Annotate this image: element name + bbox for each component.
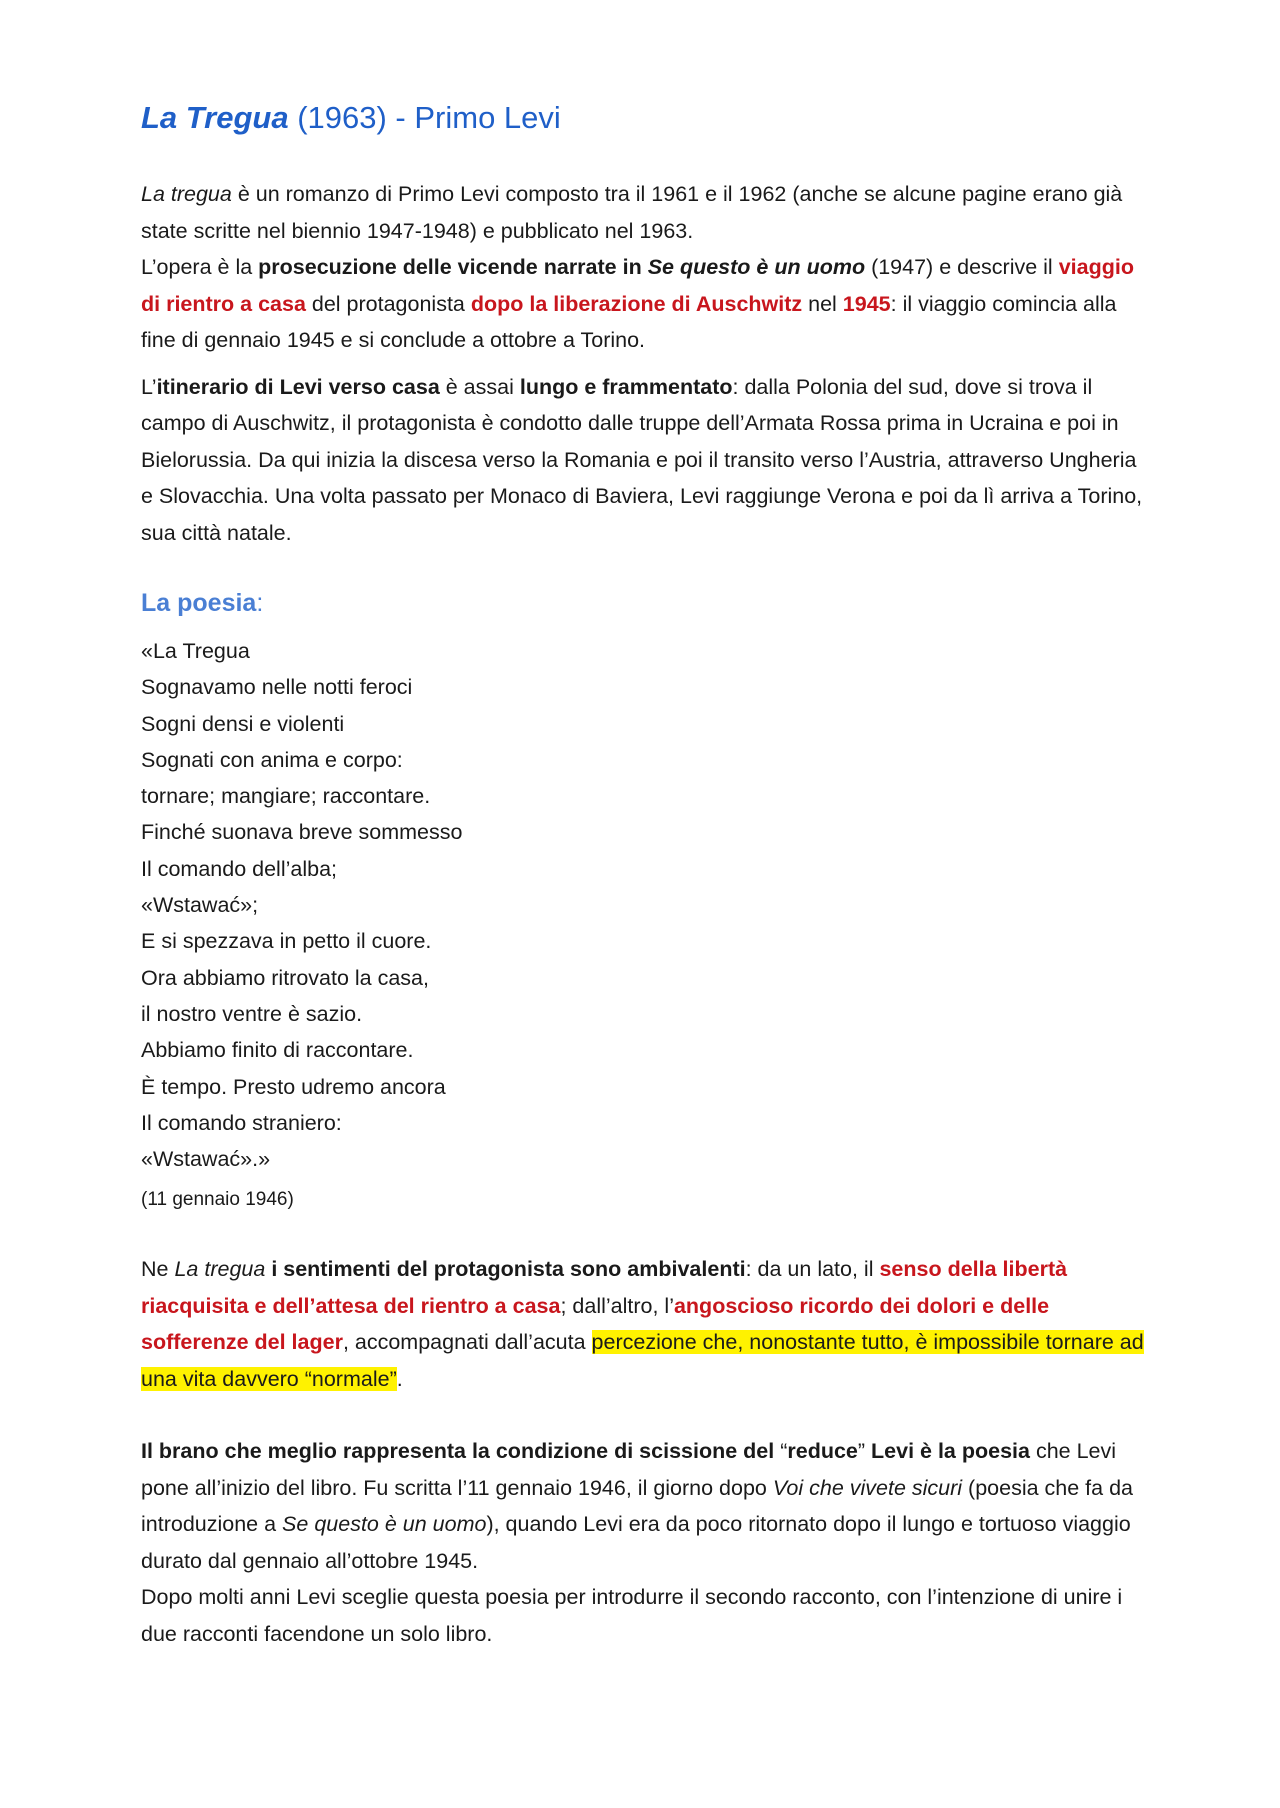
poem-line: Sogni densi e violenti bbox=[141, 711, 345, 736]
title-rest: (1963) - Primo Levi bbox=[288, 100, 561, 135]
intro-paragraph-1: La tregua è un romanzo di Primo Levi composto tra il 1961 e il 1962 (anche se alcune pagine erano già state scritte nel biennio 1947-1948) e pubblicato nel 1963. bbox=[141, 182, 1123, 243]
poem-line: Ora abbiamo ritrovato la casa, bbox=[141, 965, 429, 990]
highlighted-text: percezione che, nonostante tutto, è impossibile tornare ad una vita davvero “normale” bbox=[141, 1330, 1144, 1391]
itinerary-paragraph: L’itinerario di Levi verso casa è assai lungo e frammentato: dalla Polonia del sud, dove si trova il campo di Auschwitz, il protagonista è condotto dalle truppe dell’Armata Rossa prima in Ucraina e poi in Bielorussia. Da qui inizia la discesa verso la Romania e poi il transito verso l’Austria, attraverso Ungheria e Slovacchia. Una volta passato per Monaco di Baviera, Levi raggiunge Verona e poi da lì arriva a Torino, sua città natale. bbox=[141, 374, 1143, 545]
analysis-paragraph-3: Dopo molti anni Levi sceglie questa poesia per introdurre il secondo racconto, con l’intenzione di unire i due racconti facendone un solo libro. bbox=[141, 1585, 1123, 1646]
document-page bbox=[141, 96, 1151, 1652]
poem-line: «La Tregua bbox=[141, 639, 250, 663]
poem-line: Abbiamo finito di raccontare. bbox=[141, 1038, 414, 1063]
poem-section-heading: La poesia: bbox=[141, 589, 264, 617]
poem-line: Il comando straniero: bbox=[141, 1110, 342, 1135]
poem-line: Finché suonava breve sommesso bbox=[141, 820, 463, 845]
poem-line: E si spezzava in petto il cuore. bbox=[141, 929, 432, 954]
poem-line: «Wstawać».» bbox=[141, 1147, 271, 1172]
poem-line: Sognavamo nelle notti feroci bbox=[141, 675, 413, 700]
intro-paragraph-2: L’opera è la prosecuzione delle vicende narrate in Se questo è un uomo (1947) e descrive il viaggio di rientro a casa del protagonista dopo la liberazione di Auschwitz nel 1945: il viaggio comincia alla fine di gennaio 1945 e si conclude a ottobre a Torino. bbox=[141, 255, 1134, 352]
document-title bbox=[141, 96, 1151, 140]
title-book-name: La Tregua bbox=[141, 100, 289, 135]
poem-line: tornare; mangiare; raccontare. bbox=[141, 784, 431, 809]
poem-date: (11 gennaio 1946) bbox=[141, 1189, 294, 1211]
poem-text bbox=[141, 633, 1151, 1177]
poem-line: il nostro ventre è sazio. bbox=[141, 1001, 363, 1026]
poem-line: Il comando dell’alba; bbox=[141, 856, 338, 881]
poem-line: Sognati con anima e corpo: bbox=[141, 747, 403, 772]
analysis-paragraph-2: Il brano che meglio rappresenta la condizione di scissione del “reduce” Levi è la poesia che Levi pone all’inizio del libro. Fu scritta l’11 gennaio 1946, il giorno dopo Voi che vivete sicuri (poesia che fa da introduzione a Se questo è un uomo), quando Levi era da poco ritornato dopo il lungo e tortuoso viaggio durato dal gennaio all’ottobre 1945. bbox=[141, 1439, 1133, 1573]
poem-line: «Wstawać»; bbox=[141, 893, 259, 918]
analysis-paragraph-1: Ne La tregua i sentimenti del protagonista sono ambivalenti: da un lato, il senso della libertà riacquisita e dell’attesa del rientro a casa; dall’altro, l’angoscioso ricordo dei dolori e delle sofferenze del lager, accompagnati dall’acuta percezione che, nonostante tutto, è impossibile tornare ad una vita davvero “normale”. bbox=[141, 1257, 1144, 1391]
poem-line: È tempo. Presto udremo ancora bbox=[141, 1074, 446, 1099]
